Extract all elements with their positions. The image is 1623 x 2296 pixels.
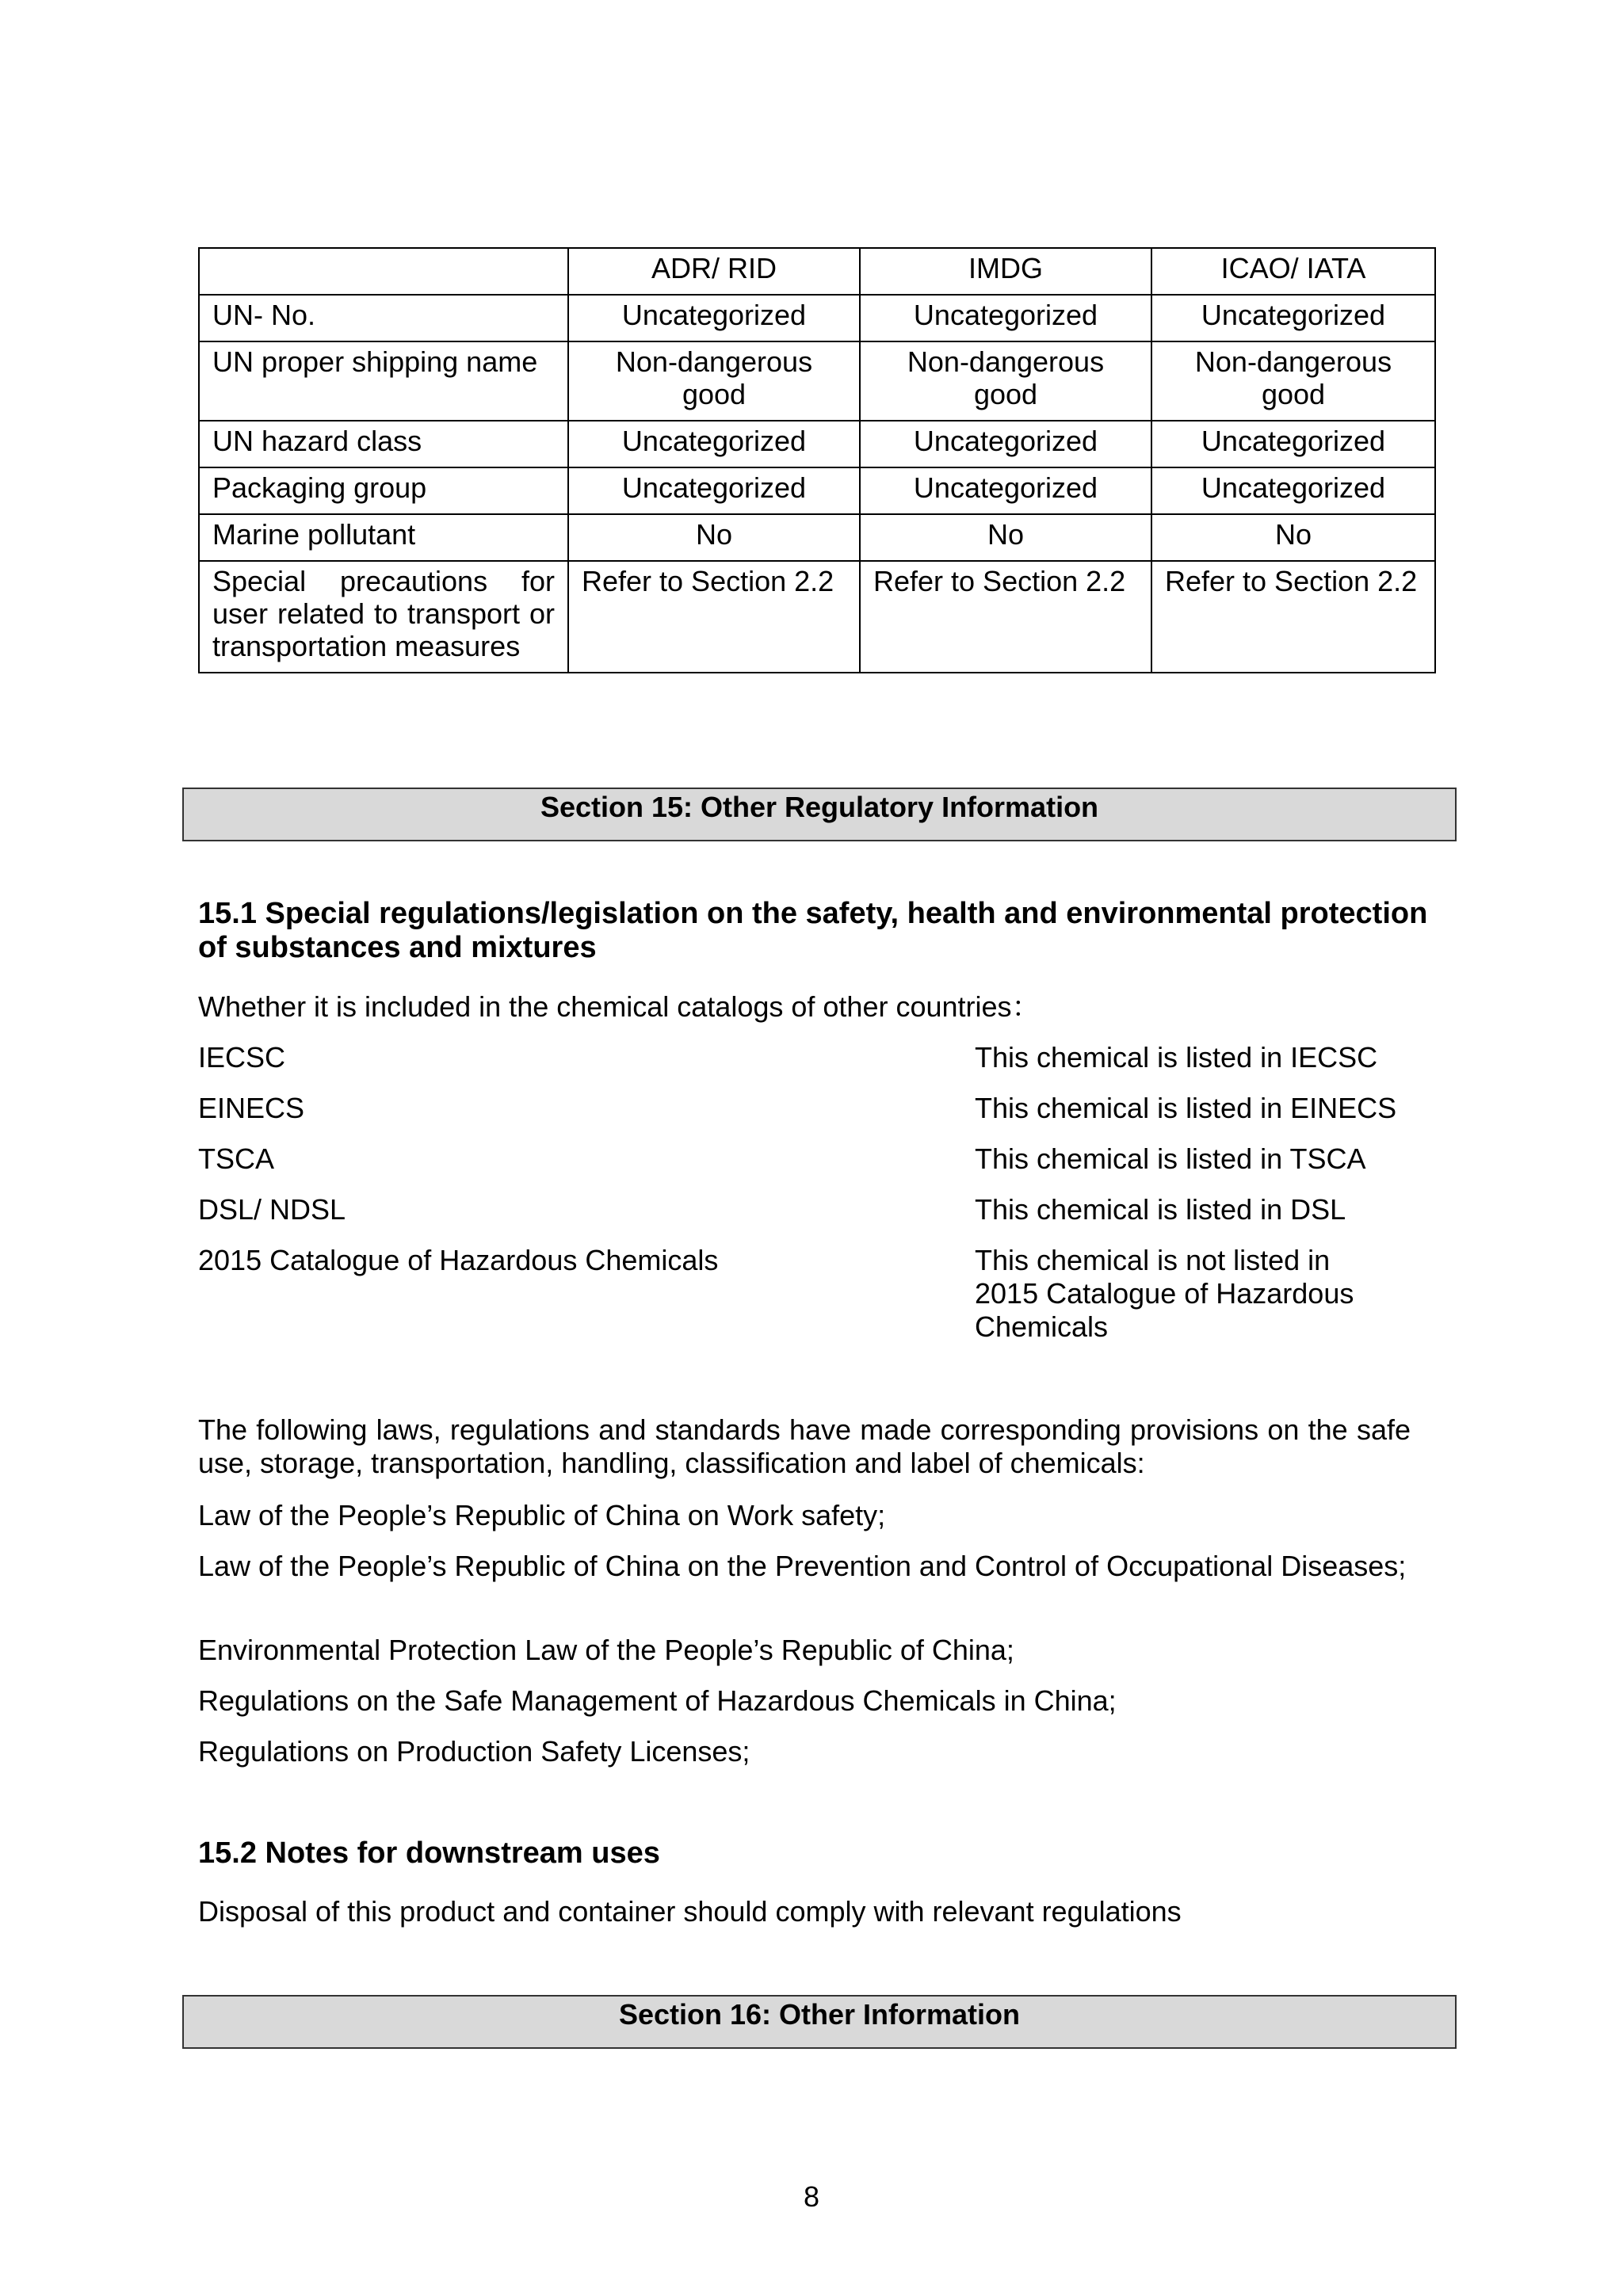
law-item: Regulations on the Safe Management of Hazardous Chemicals in China; [198, 1684, 1117, 1717]
table-cell: Uncategorized [860, 295, 1151, 341]
table-row [199, 295, 1435, 341]
header-cell-icao-iata: ICAO/ IATA [1151, 248, 1435, 295]
table-cell: Uncategorized [860, 421, 1151, 467]
row-label: UN hazard class [199, 421, 568, 467]
table-row [199, 467, 1435, 514]
catalog-name: DSL/ NDSL [198, 1193, 346, 1226]
catalog-name: TSCA [198, 1142, 275, 1175]
table-cell: Uncategorized [860, 467, 1151, 514]
catalog-name: 2015 Catalogue of Hazardous Chemicals [198, 1244, 719, 1276]
subsection-15-1-heading: 15.1 Special regulations/legislation on the safety, health and environmental protection of substances and mixtures [198, 897, 1428, 964]
table-cell: Uncategorized [568, 295, 860, 341]
catalog-status: This chemical is listed in EINECS [975, 1092, 1397, 1124]
transport-info-table [198, 247, 1436, 673]
page-number: 8 [803, 2180, 820, 2213]
table-cell: Uncategorized [1151, 421, 1435, 467]
table-cell: Non-dangerous good [568, 341, 860, 421]
subsection-15-2-heading: 15.2 Notes for downstream uses [198, 1836, 660, 1870]
section-16-header: Section 16: Other Information [182, 1995, 1457, 2049]
table-cell: Refer to Section 2.2 [860, 561, 1151, 673]
table-cell: Refer to Section 2.2 [1151, 561, 1435, 673]
table-row [199, 341, 1435, 421]
catalog-row [198, 1041, 1434, 1074]
row-label: UN- No. [199, 295, 568, 341]
catalog-intro: Whether it is included in the chemical catalogs of other countries： [198, 990, 1041, 1023]
catalog-row [198, 1142, 1434, 1176]
header-cell-imdg: IMDG [860, 248, 1151, 295]
table-cell: Refer to Section 2.2 [568, 561, 860, 673]
row-label: Special precautions for user related to transport or transportation measures [199, 561, 568, 673]
catalog-row [198, 1092, 1434, 1125]
catalog-status: This chemical is not listed in 2015 Catalogue of Hazardous Chemicals [975, 1244, 1354, 1343]
table-cell: Non-dangerous good [1151, 341, 1435, 421]
table-row [199, 514, 1435, 561]
table-cell: No [568, 514, 860, 561]
downstream-notes-text: Disposal of this product and container should comply with relevant regulations [198, 1895, 1182, 1928]
table-cell: No [860, 514, 1151, 561]
row-label: UN proper shipping name [199, 341, 568, 421]
table-row [199, 421, 1435, 467]
catalog-name: IECSC [198, 1041, 286, 1074]
table-row [199, 561, 1435, 673]
law-item: Environmental Protection Law of the People’s Republic of China; [198, 1634, 1014, 1666]
catalog-status: This chemical is listed in DSL [975, 1193, 1346, 1226]
catalog-row [198, 1193, 1434, 1226]
catalog-name: EINECS [198, 1092, 305, 1124]
table-header-row [199, 248, 1435, 295]
catalog-row [198, 1244, 1434, 1347]
row-label: Marine pollutant [199, 514, 568, 561]
header-cell-adr-rid: ADR/ RID [568, 248, 860, 295]
header-cell-empty [199, 248, 568, 295]
table-cell: Uncategorized [568, 421, 860, 467]
table-cell: No [1151, 514, 1435, 561]
law-item: Law of the People’s Republic of China on Work safety; [198, 1499, 886, 1531]
law-item: Law of the People’s Republic of China on the Prevention and Control of Occupational Diseases; [198, 1550, 1407, 1582]
row-label: Packaging group [199, 467, 568, 514]
table-cell: Uncategorized [568, 467, 860, 514]
table-cell: Non-dangerous good [860, 341, 1151, 421]
table-cell: Uncategorized [1151, 295, 1435, 341]
section-15-header: Section 15: Other Regulatory Information [182, 788, 1457, 841]
laws-intro: The following laws, regulations and standards have made corresponding provisions on the safe use, storage, transportation, handling, classification and label of chemicals: [198, 1413, 1411, 1479]
catalog-status: This chemical is listed in IECSC [975, 1041, 1378, 1074]
law-item: Regulations on Production Safety Licenses; [198, 1735, 750, 1768]
catalog-status: This chemical is listed in TSCA [975, 1142, 1366, 1175]
table-cell: Uncategorized [1151, 467, 1435, 514]
